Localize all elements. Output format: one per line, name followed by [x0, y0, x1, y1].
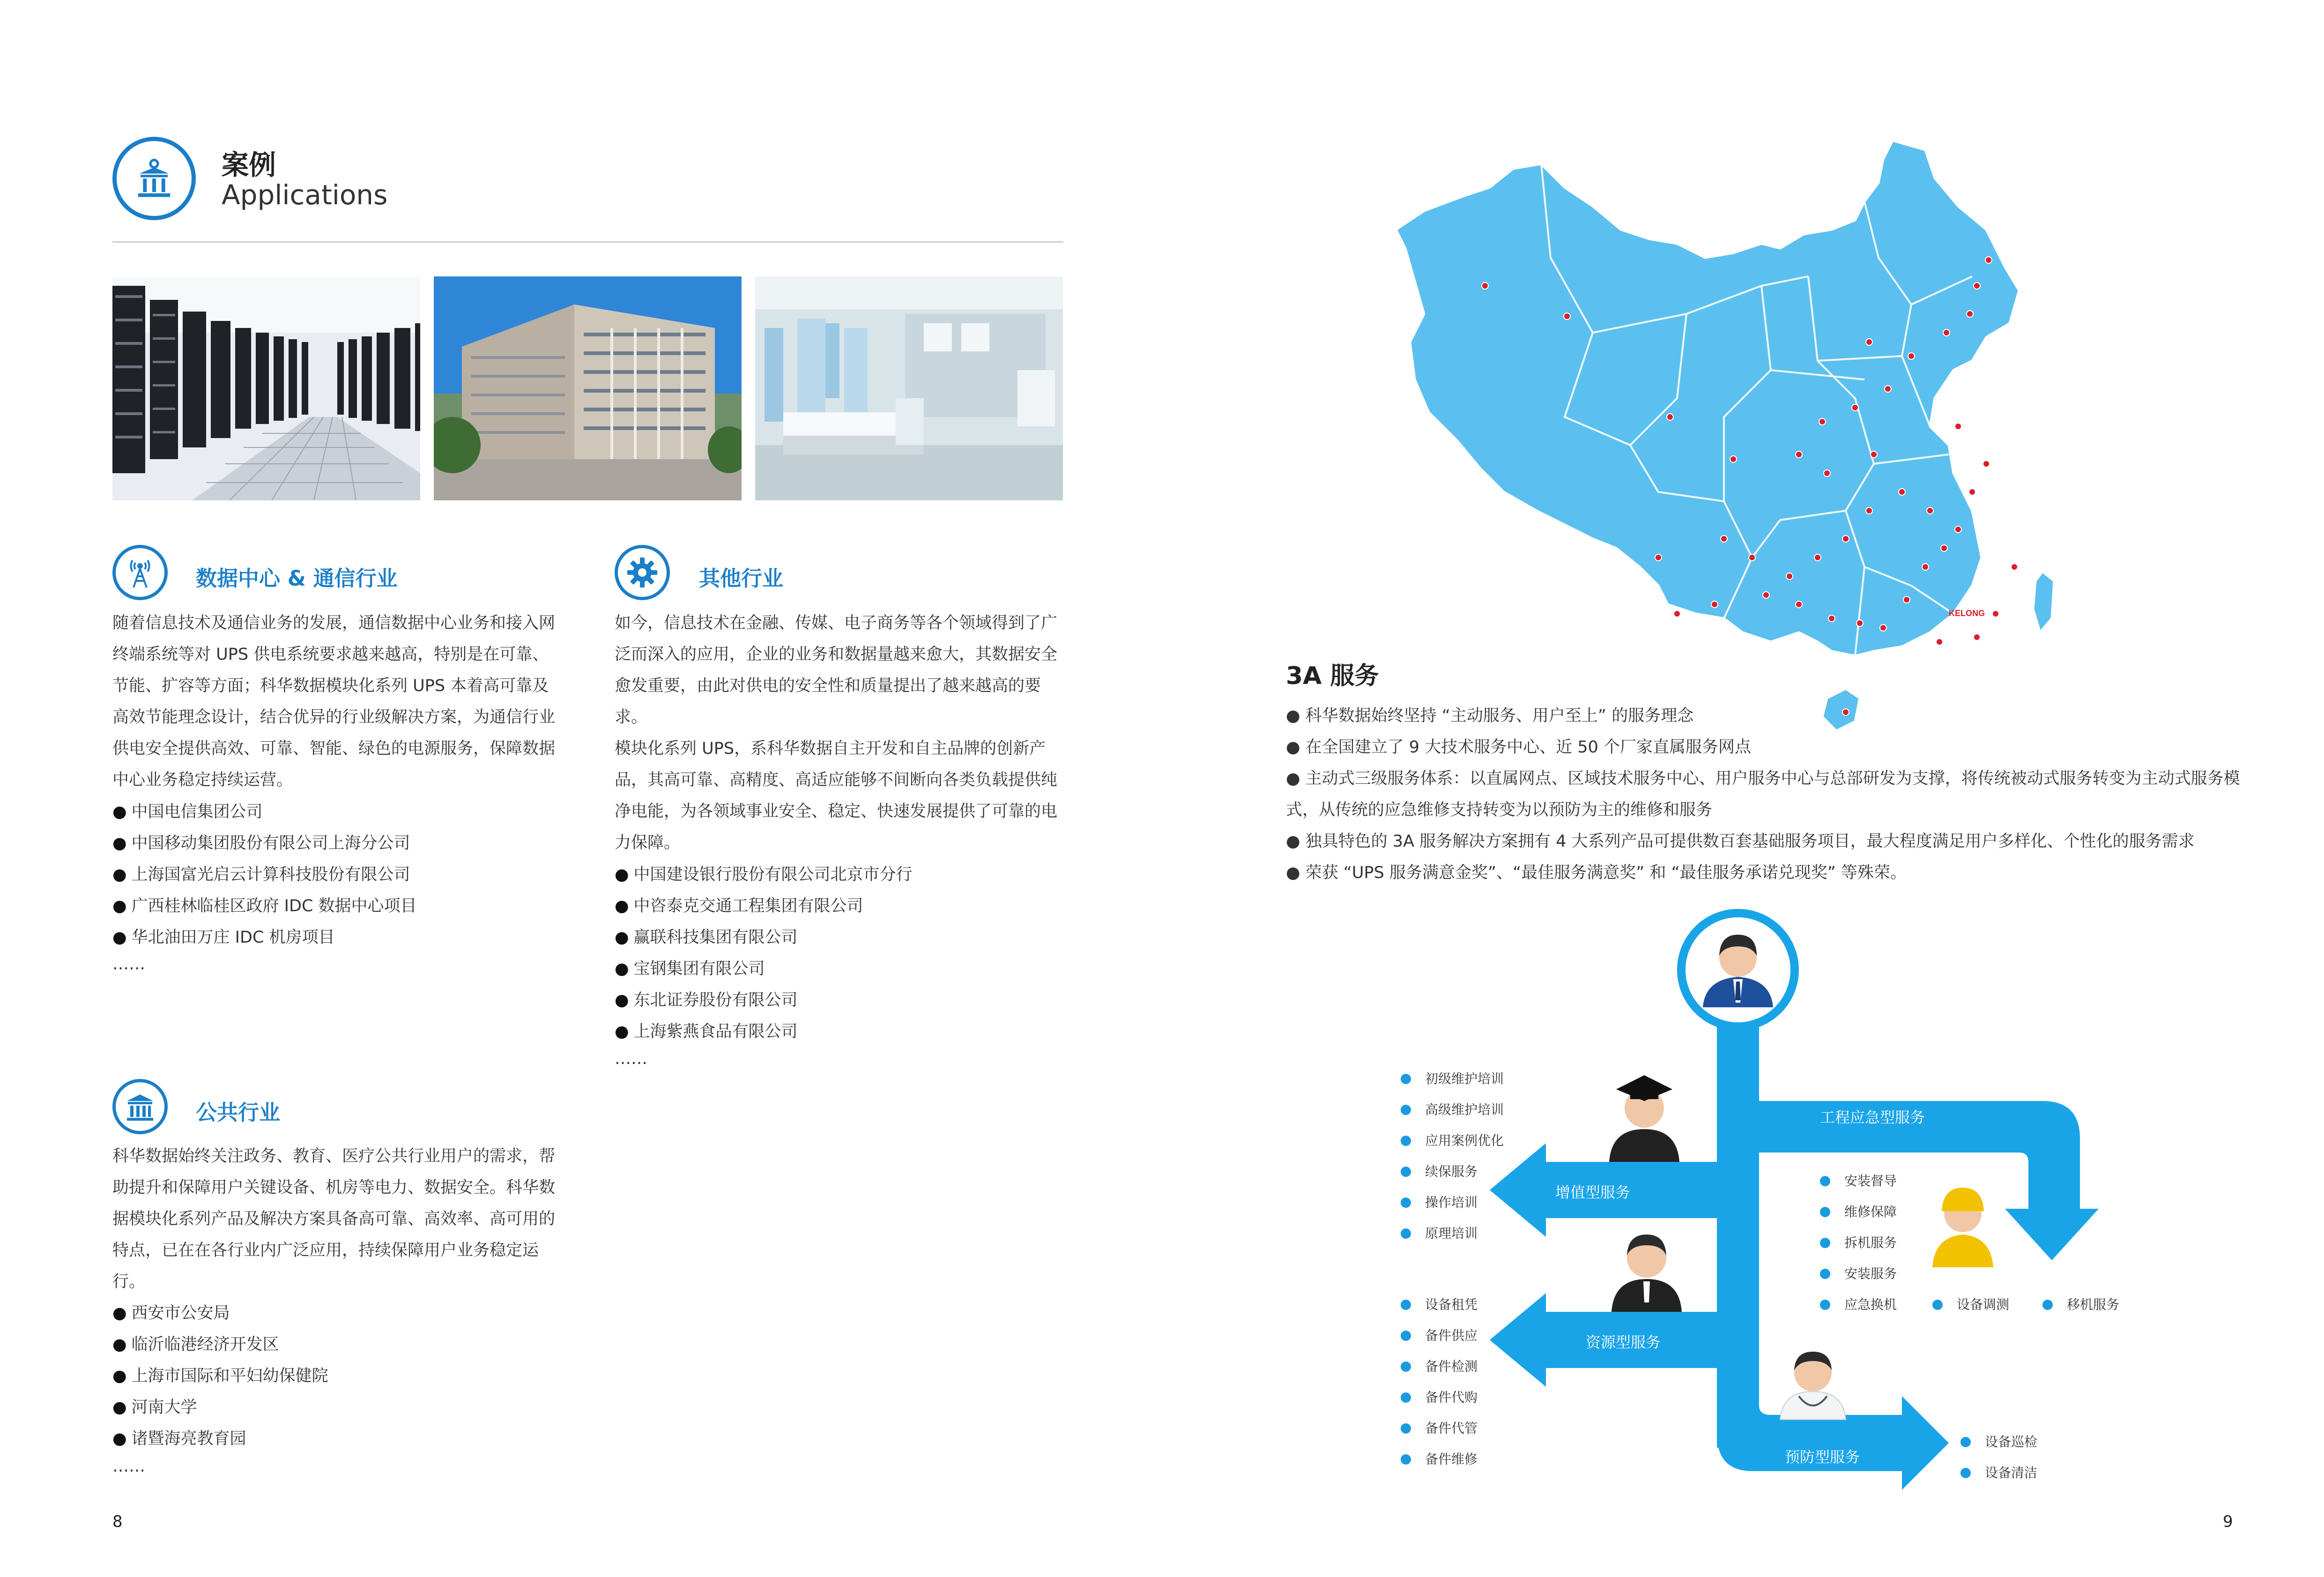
list-item: 备件维修 [1401, 1444, 1478, 1475]
list-item: ● 中国建设银行股份有限公司北京市分行 [615, 859, 913, 891]
public-paragraph: 科华数据始终关注政务、教育、医疗公共行业用户的需求，帮助提升和保障用户关键设备、机房等电力、数据安全。科华数据模块化系列产品及解决方案具备高可靠、高效率、高可用的特点，已在在各行业内广泛应用，持续保障用户业务稳定运行。 [112, 1147, 556, 1291]
engineer-avatar [1932, 1188, 1993, 1267]
list-item: ● 诸暨海亮教育园 [112, 1423, 328, 1455]
list-item: ● 上海国富光启云计算科技股份有限公司 [112, 859, 417, 891]
section-title-datacenter: 数据中心 & 通信行业 [196, 566, 398, 591]
public-client-list [112, 1298, 328, 1455]
header-divider [112, 241, 1063, 243]
list-item: 备件供应 [1401, 1320, 1478, 1351]
emergency-list [1820, 1166, 1897, 1320]
map-taiwan [2033, 572, 2054, 632]
list-item: 原理培训 [1401, 1218, 1504, 1249]
page-title-en: Applications [222, 179, 388, 211]
list-item: 备件代管 [1401, 1413, 1478, 1444]
list-item: 续保服务 [1401, 1156, 1504, 1187]
service-title: 3A 服务 [1286, 662, 1379, 690]
graduate-avatar [1609, 1075, 1679, 1162]
datacenter-paragraph: 随着信息技术及通信业务的发展，通信数据中心业务和接入网终端系统等对 UPS 供电系统要求越来越高，特别是在可靠、节能、扩容等方面；科华数据模块化系列 UPS 本着高可靠及高效节能理念设计，结合优异的行业级解决方案，为通信行业供电安全提供高效、可靠、智能、绿色的电源服务，保障数据中心业务稳定持续运营。 [112, 614, 556, 789]
other-paragraph-1: 如今，信息技术在金融、传媒、电子商务等各个领域得到了广泛而深入的应用，企业的业务和数据量越来愈大，其数据安全愈发重要，由此对供电的安全性和质量提出了越来越高的要求。 [615, 614, 1058, 727]
value-added-label: 增值型服务 [1555, 1183, 1631, 1201]
page-title-cn: 案例 [222, 149, 276, 181]
datacenter-client-list [112, 796, 417, 953]
value-added-list [1401, 1064, 1504, 1249]
list-item: ● 赢联科技集团有限公司 [615, 922, 913, 953]
service-point: ● 荣获 “UPS 服务满意金奖”、“最佳服务满意奖” 和 “最佳服务承诺兑现奖” 等殊荣。 [1286, 863, 1907, 882]
applications-icon [112, 137, 196, 220]
list-item: ● 华北油田万庄 IDC 机房项目 [112, 922, 417, 953]
map-mainland [1396, 141, 2019, 656]
other-paragraph-2: 模块化系列 UPS，系科华数据自主开发和自主品牌的创新产品，其高可靠、高精度、高适应能够不间断向各类负载提供纯净电能，为各领域事业安全、稳定、快速发展提供了可靠的电力保障。 [615, 739, 1058, 852]
map-logo-text: KELONG [1949, 609, 1985, 618]
gear-icon [615, 545, 670, 600]
resource-list [1401, 1289, 1478, 1475]
list-item: ● 河南大学 [112, 1392, 328, 1423]
list-item: 拆机服务 [1820, 1227, 1897, 1258]
list-item: ● 宝钢集团有限公司 [615, 953, 913, 985]
list-item: 应急换机 [1820, 1289, 1897, 1320]
list-item: 设备调测 [1932, 1289, 2009, 1320]
consultant-avatar [1611, 1235, 1682, 1312]
list-item: ● 上海市国际和平妇幼保健院 [112, 1361, 328, 1392]
list-item: 备件代购 [1401, 1382, 1478, 1413]
photo-hospital-ward [755, 276, 1063, 500]
list-item: ● 中咨泰克交通工程集团有限公司 [615, 891, 913, 922]
list-item: 高级维护培训 [1401, 1094, 1504, 1125]
service-point: ● 在全国建立了 9 大技术服务中心、近 50 个厂家直属服务网点 [1286, 738, 1751, 757]
list-item: 移机服务 [2042, 1289, 2119, 1320]
list-item: ● 中国移动集团股份有限公司上海分公司 [112, 828, 417, 859]
list-item: ● 广西桂林临桂区政府 IDC 数据中心项目 [112, 891, 417, 922]
preventive-label: 预防型服务 [1785, 1448, 1860, 1466]
resource-label: 资源型服务 [1586, 1333, 1661, 1351]
service-points [1286, 700, 2251, 889]
list-item: ● 西安市公安局 [112, 1298, 328, 1329]
list-item: ● 临沂临港经济开发区 [112, 1329, 328, 1361]
doctor-avatar [1780, 1352, 1846, 1420]
list-item: ● 东北证券股份有限公司 [615, 985, 913, 1016]
other-more: …… [615, 1049, 647, 1068]
page-number-left: 8 [112, 1512, 123, 1531]
list-item: 安装服务 [1820, 1258, 1897, 1289]
list-item: 设备清洁 [1960, 1458, 2037, 1488]
list-item: 初级维护培训 [1401, 1064, 1504, 1094]
other-client-list [615, 859, 913, 1048]
service-diagram [1490, 909, 2117, 1509]
service-point: ● 独具特色的 3A 服务解决方案拥有 4 大系列产品可提供数百套基础服务项目，最大程度满足用户多样化、个性化的服务需求 [1286, 832, 2195, 851]
emergency-extra-2 [2042, 1289, 2119, 1320]
section-title-other: 其他行业 [699, 566, 784, 591]
list-item: ● 中国电信集团公司 [112, 796, 417, 828]
emergency-extra-1 [1932, 1289, 2009, 1320]
emergency-label: 工程应急型服务 [1820, 1108, 1925, 1126]
preventive-list [1960, 1427, 2037, 1488]
list-item: 设备巡检 [1960, 1427, 2037, 1458]
datacenter-more: …… [112, 955, 145, 974]
list-item: 应用案例优化 [1401, 1125, 1504, 1156]
service-point: ● 科华数据始终坚持 “主动服务、用户至上” 的服务理念 [1286, 707, 1694, 725]
public-more: …… [112, 1457, 145, 1476]
list-item: 操作培训 [1401, 1187, 1504, 1218]
public-building-icon [112, 1079, 168, 1134]
list-item: 备件检测 [1401, 1351, 1478, 1382]
list-item: ● 上海紫燕食品有限公司 [615, 1016, 913, 1048]
list-item: 维修保障 [1820, 1197, 1897, 1227]
china-service-map [1396, 136, 2075, 750]
list-item: 安装督导 [1820, 1166, 1897, 1197]
photo-server-room [112, 276, 420, 500]
service-point: ● 主动式三级服务体系：以直属网点、区域技术服务中心、用户服务中心与总部研发为支撑，将传统被动式服务转变为主动式服务模式，从传统的应急维修支持转变为以预防为主的维修和服务 [1286, 769, 2240, 819]
section-title-public: 公共行业 [196, 1100, 281, 1125]
list-item: 设备租凭 [1401, 1289, 1478, 1320]
photo-government-building [434, 276, 742, 500]
page-number-right: 9 [2223, 1512, 2233, 1531]
signal-tower-icon [112, 545, 168, 600]
